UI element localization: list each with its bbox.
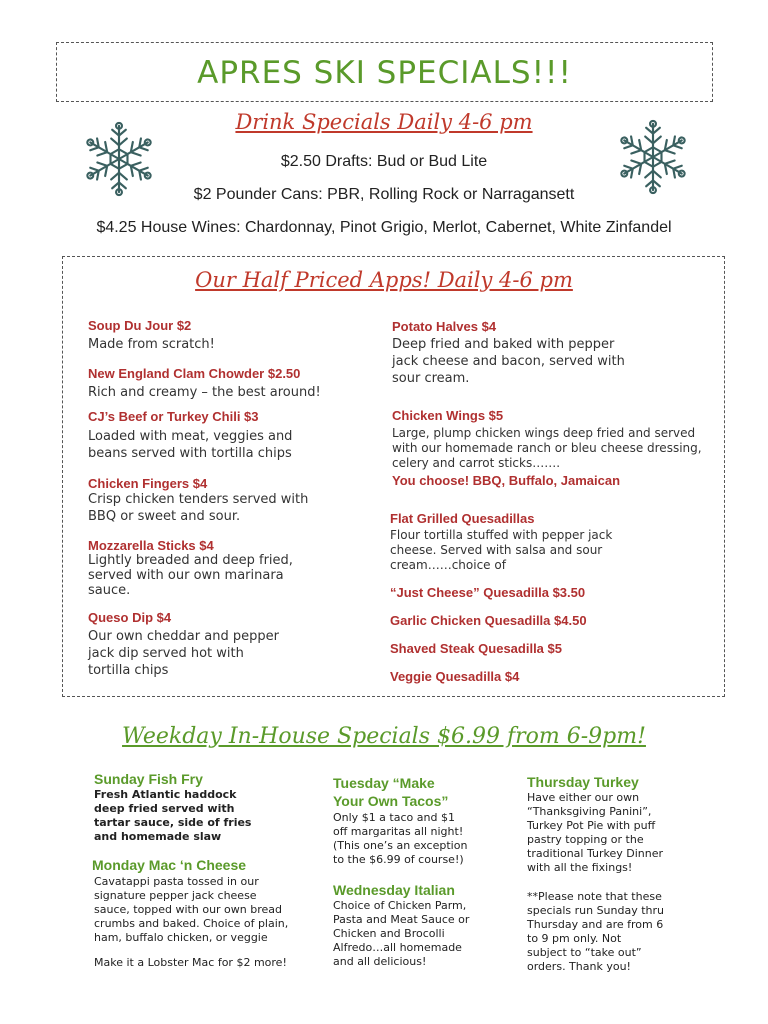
menu-item-desc: Deep fried and baked with pepper jack cheese and bacon, served with sour cream. bbox=[392, 337, 625, 386]
menu-item-desc: Loaded with meat, veggies and beans served with tortilla chips bbox=[88, 429, 293, 461]
menu-item-name: New England Clam Chowder $2.50 bbox=[88, 366, 301, 381]
menu-item-desc: Our own cheddar and pepper jack dip served hot with tortilla chips bbox=[88, 629, 279, 678]
menu-item-name: Veggie Quesadilla $4 bbox=[390, 669, 520, 684]
title-box bbox=[56, 42, 713, 102]
menu-item-name: Queso Dip $4 bbox=[88, 610, 172, 625]
menu-item-desc: Made from scratch! bbox=[88, 337, 215, 352]
drink-specials-heading: Drink Specials Daily 4-6 pm bbox=[235, 110, 533, 134]
menu-item-name: CJ’s Beef or Turkey Chili $3 bbox=[88, 409, 259, 424]
weekday-item-desc: Have either our own “Thanksgiving Panini”, Turkey Pot Pie with puff pastry topping or the traditional Turkey Dinner with all the fixings! bbox=[527, 791, 664, 874]
menu-item-desc: Rich and creamy – the best around! bbox=[88, 385, 321, 400]
weekday-specials-heading: Weekday In-House Specials $6.99 from 6-9pm! bbox=[122, 724, 646, 749]
menu-item-name: Mozzarella Sticks $4 bbox=[88, 538, 214, 553]
menu-item-name: Chicken Wings $5 bbox=[392, 408, 504, 423]
apps-heading: Our Half Priced Apps! Daily 4-6 pm bbox=[195, 268, 573, 292]
weekday-item-desc: Only $1 a taco and $1 off margaritas all night! (This one’s an exception to the $6.99 of course!) bbox=[333, 811, 468, 866]
page-title: APRES SKI SPECIALS!!! bbox=[197, 55, 572, 91]
menu-item-name: Soup Du Jour $2 bbox=[88, 318, 192, 333]
menu-item-name: Potato Halves $4 bbox=[392, 319, 497, 334]
drink-line: $4.25 House Wines: Chardonnay, Pinot Grigio, Merlot, Cabernet, White Zinfandel bbox=[96, 219, 672, 236]
weekday-note: Make it a Lobster Mac for $2 more! bbox=[94, 956, 287, 969]
menu-item-name: Garlic Chicken Quesadilla $4.50 bbox=[390, 613, 587, 628]
menu-item-name: Shaved Steak Quesadilla $5 bbox=[390, 641, 562, 656]
weekday-item-desc: Choice of Chicken Parm, Pasta and Meat Sauce or Chicken and Brocolli Alfredo…all homemade and all delicious! bbox=[333, 899, 470, 968]
weekday-item-desc: Fresh Atlantic haddock deep fried served with tartar sauce, side of fries and homemade slaw bbox=[94, 788, 252, 843]
weekday-note: **Please note that these specials run Sunday thru Thursday and are from 6 to 9 pm only. Not subject to “take out” orders. Thank you! bbox=[527, 890, 665, 973]
menu-item-desc: Large, plump chicken wings deep fried and served with our homemade ranch or bleu cheese dressing, celery and carrot sticks……. bbox=[392, 426, 702, 470]
weekday-item-name: Wednesday Italian bbox=[333, 882, 455, 898]
menu-item-desc: Flour tortilla stuffed with pepper jack cheese. Served with salsa and sour cream……choice of bbox=[390, 528, 613, 572]
weekday-item-name: Monday Mac ‘n Cheese bbox=[92, 857, 247, 873]
weekday-item-name: Sunday Fish Fry bbox=[94, 771, 203, 787]
menu-item-desc: Lightly breaded and deep fried, served with our own marinara sauce. bbox=[88, 553, 293, 598]
menu-item-name: “Just Cheese” Quesadilla $3.50 bbox=[390, 585, 586, 600]
menu-item-name: Chicken Fingers $4 bbox=[88, 476, 208, 491]
weekday-item-name: Thursday Turkey bbox=[527, 774, 639, 790]
menu-item-desc: Crisp chicken tenders served with BBQ or sweet and sour. bbox=[88, 492, 309, 524]
weekday-item-desc: Cavatappi pasta tossed in our signature pepper jack cheese sauce, topped with our own bread crumbs and baked. Choice of plain, ham, buffalo chicken, or veggie bbox=[94, 875, 289, 944]
drink-line: $2.50 Drafts: Bud or Bud Lite bbox=[280, 153, 488, 170]
menu-item-name: You choose! BBQ, Buffalo, Jamaican bbox=[392, 473, 621, 488]
drink-line: $2 Pounder Cans: PBR, Rolling Rock or Narragansett bbox=[193, 186, 575, 203]
weekday-item-name: Tuesday “Make Your Own Tacos” bbox=[333, 775, 449, 809]
menu-item-name: Flat Grilled Quesadillas bbox=[390, 511, 535, 526]
